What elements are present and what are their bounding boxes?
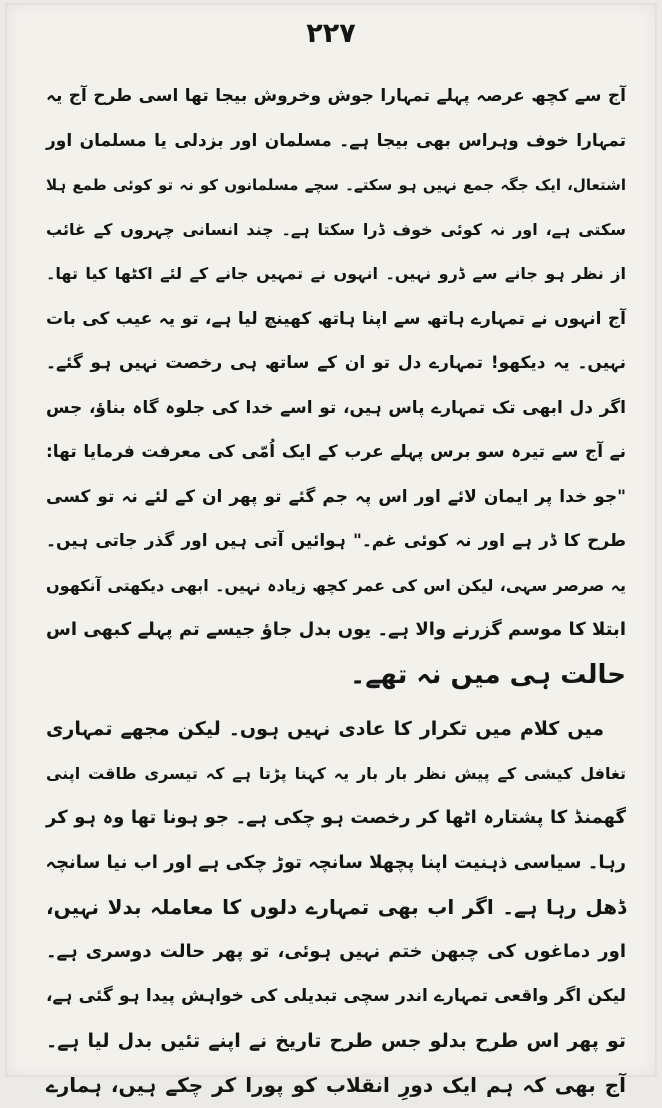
text-line: نے آج سے تیرہ سو برس پہلے عرب کے ایک اُمّی کی معرفت فرمایا تھا: [46,442,626,462]
text-line: ابتلا کا موسم گزرنے والا ہے۔ یوں بدل جاؤ جیسے تم پہلے کبھی اس [46,619,626,640]
page-number: ۲۲۷ [306,18,356,49]
text-line: تغافل کیشی کے پیش نظر بار بار یہ کہنا پڑتا ہے کہ تیسری طاقت اپنی [46,763,626,783]
text-line: از نظر ہو جانے سے ڈرو نہیں۔ انہوں نے تمہیں جانے کے لئے اکٹھا کیا تھا۔ [46,264,626,283]
text-line: ڈھل رہا ہے۔ اگر اب بھی تمہارے دلوں کا معاملہ بدلا نہیں، [46,895,626,919]
text-line: میں کلام میں تکرار کا عادی نہیں ہوں۔ لیکن مجھے تمہاری [46,718,604,740]
text-line: آج انہوں نے تمہارے ہاتھ سے اپنا ہاتھ کھینچ لیا ہے، تو یہ عیب کی بات [46,308,626,329]
quote-line: طرح کا ڈر ہے اور نہ کوئی غم۔" ہوائیں آتی ہیں اور گذر جاتی ہیں۔ [46,531,626,551]
text-line: آج سے کچھ عرصہ پہلے تمہارا جوش وخروش بیجا تھا اسی طرح آج یہ [46,86,626,106]
text-line: سکتی ہے، اور نہ کوئی خوف ڈرا سکتا ہے۔ چند انسانی چہروں کے غائب [46,219,626,239]
text-line: آج بھی کہ ہم ایک دورِ انقلاب کو پورا کر چکے ہیں، ہمارے [46,1073,626,1097]
paragraph-gap [46,697,626,707]
body-text [46,74,626,1108]
text-line: حالت ہی میں نہ تھے۔ [349,659,626,690]
text-line: اگر دل ابھی تک تمہارے پاس ہیں، تو اسے خدا کی جلوہ گاہ بناؤ، جس [46,397,626,418]
text-line: لیکن اگر واقعی تمہارے اندر سچی تبدیلی کی خواہش پیدا ہو گئی ہے، [46,986,626,1006]
book-page [6,4,656,1097]
text-line: اشتعال، ایک جگہ جمع نہیں ہو سکتے۔ سچے مسلمانوں کو نہ تو کوئی طمع ہلا [46,176,626,194]
text-line: اور دماغوں کی چبھن ختم نہیں ہوئی، تو پھر حالت دوسری ہے۔ [46,940,626,962]
quote-line: "جو خدا پر ایمان لائے اور اس پہ جم گئے تو پھر ان کے لئے نہ تو کسی [46,486,626,507]
text-line: یہ صرصر سہی، لیکن اس کی عمر کچھ زیادہ نہیں۔ ابھی دیکھتی آنکھوں [46,575,626,595]
text-line: تو پھر اس طرح بدلو جس طرح تاریخ نے اپنے تئیں بدل لیا ہے۔ [46,1029,626,1052]
paragraph-1 [46,74,626,697]
text-line: رہا۔ سیاسی ذہنیت اپنا پچھلا سانچہ توڑ چکی ہے اور اب نیا سانچہ [45,851,626,873]
text-line: تمہارا خوف وہراس بھی بیجا ہے۔ مسلمان اور بزدلی یا مسلمان اور [46,130,626,151]
text-line: گھمنڈ کا پشتارہ اٹھا کر رخصت ہو چکی ہے۔ جو ہونا تھا وہ ہو کر [46,807,626,828]
text-line: نہیں۔ یہ دیکھو! تمہارے دل تو ان کے ساتھ ہی رخصت نہیں ہو گئے۔ [46,353,626,373]
paragraph-2 [46,707,626,1108]
